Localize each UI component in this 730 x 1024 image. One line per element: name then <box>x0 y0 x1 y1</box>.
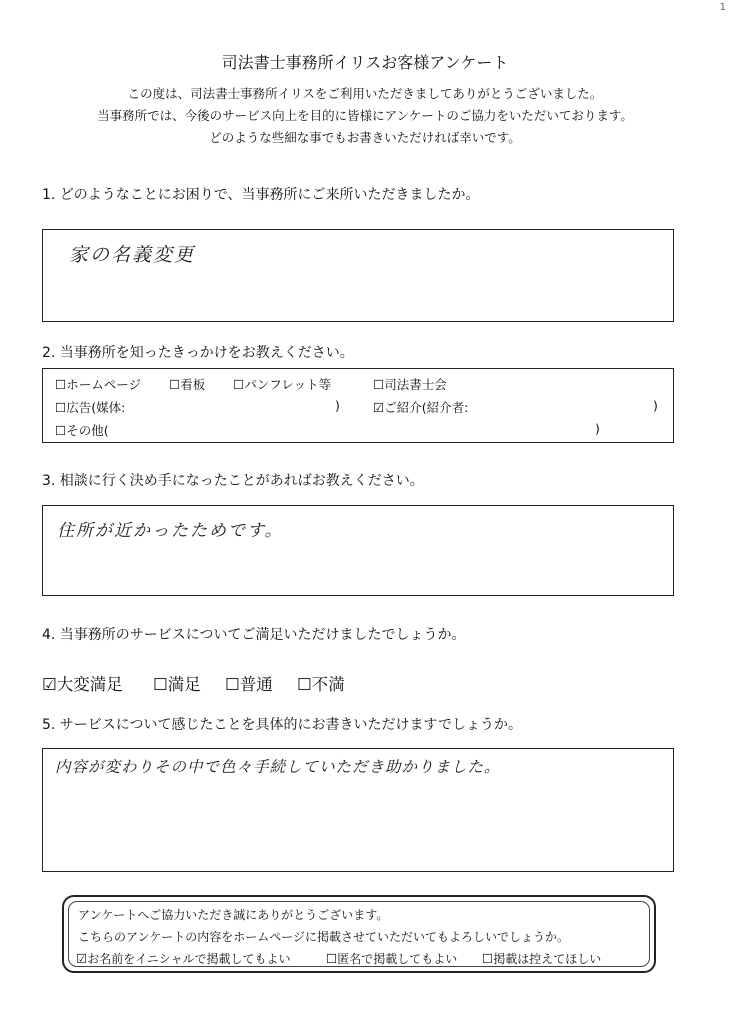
option-ad-close: ) <box>335 398 340 413</box>
scan-edge-mark: 1 <box>719 2 726 13</box>
question-1-answer-box[interactable] <box>42 229 674 322</box>
question-3-label: 3. 相談に行く決め手になったことがあればお教えください。 <box>42 473 424 489</box>
checkbox-icon[interactable]: ☐ <box>482 951 494 966</box>
option-dissatisfied[interactable]: ☐不満 <box>297 675 345 694</box>
question-5-answer: 内容が変わりその中で色々手続していただき助かりました。 <box>55 758 501 776</box>
option-other[interactable]: ☐その他( <box>55 423 109 438</box>
question-2-label: 2. 当事務所を知ったきっかけをお教えください。 <box>42 345 354 361</box>
question-4-label: 4. 当事務所のサービスについてご満足いただけましたでしょうか。 <box>42 627 466 643</box>
checkbox-icon[interactable]: ☐ <box>225 675 240 694</box>
option-referral[interactable]: ☑ご紹介(紹介者: <box>373 400 469 415</box>
option-pamphlet[interactable]: ☐パンフレット等 <box>233 377 332 392</box>
option-very-satisfied[interactable]: ☑大変満足 <box>42 675 123 694</box>
question-3-answer-box[interactable] <box>42 505 674 596</box>
option-no-publish[interactable]: ☐掲載は控えてほしい <box>482 951 602 966</box>
option-anonymous[interactable]: ☐匿名で掲載してもよい <box>326 951 458 966</box>
option-other-close: ) <box>595 421 600 436</box>
option-signboard[interactable]: ☐看板 <box>169 377 206 392</box>
question-5-label: 5. サービスについて感じたことを具体的にお書きいただけますでしょうか。 <box>42 717 522 733</box>
question-5-answer-box[interactable] <box>42 748 674 872</box>
question-1-label: 1. どのようなことにお困りで、当事務所にご来所いただきましたか。 <box>42 187 480 203</box>
checkbox-icon[interactable]: ☐ <box>169 377 181 392</box>
option-initial[interactable]: ☑お名前をイニシャルで掲載してもよい <box>76 951 291 966</box>
option-homepage[interactable]: ☐ホームページ <box>55 377 141 392</box>
question-1-answer: 家の名義変更 <box>69 244 196 266</box>
checkbox-icon[interactable]: ☐ <box>55 400 67 415</box>
checkbox-icon[interactable]: ☐ <box>326 951 338 966</box>
checkbox-icon[interactable]: ☑ <box>76 951 88 966</box>
option-satisfied[interactable]: ☐満足 <box>153 675 201 694</box>
checkbox-icon[interactable]: ☐ <box>55 377 67 392</box>
checkbox-icon[interactable]: ☑ <box>42 675 57 694</box>
checkbox-icon[interactable]: ☐ <box>153 675 168 694</box>
option-referral-close: ) <box>653 398 658 413</box>
checkbox-icon[interactable]: ☐ <box>373 377 385 392</box>
option-association[interactable]: ☐司法書士会 <box>373 377 447 392</box>
consent-thanks: アンケートへご協力いただき誠にありがとうございます。 <box>78 908 389 922</box>
checkbox-icon[interactable]: ☐ <box>55 423 67 438</box>
intro-line-2: 当事務所では、今後のサービス向上を目的に皆様にアンケートのご協力をいただいております。 <box>97 108 633 123</box>
intro-line-1: この度は、司法書士事務所イリスをご利用いただきましてありがとうございました。 <box>127 86 603 101</box>
question-2-options-box <box>42 368 674 443</box>
checkbox-icon[interactable]: ☑ <box>373 400 385 415</box>
checkbox-icon[interactable]: ☐ <box>297 675 312 694</box>
question-3-answer: 住所が近かったためです。 <box>57 521 284 541</box>
option-average[interactable]: ☐普通 <box>225 675 273 694</box>
publication-consent-box <box>62 895 656 973</box>
consent-question: こちらのアンケートの内容をホームページに掲載させていただいてもよろしいでしょうか。 <box>78 930 570 944</box>
intro-line-3: どのような些細な事でもお書きいただければ幸いです。 <box>209 130 521 145</box>
checkbox-icon[interactable]: ☐ <box>233 377 245 392</box>
survey-title: 司法書士事務所イリスお客様アンケート <box>221 53 509 72</box>
option-ad[interactable]: ☐広告(媒体: <box>55 400 126 415</box>
